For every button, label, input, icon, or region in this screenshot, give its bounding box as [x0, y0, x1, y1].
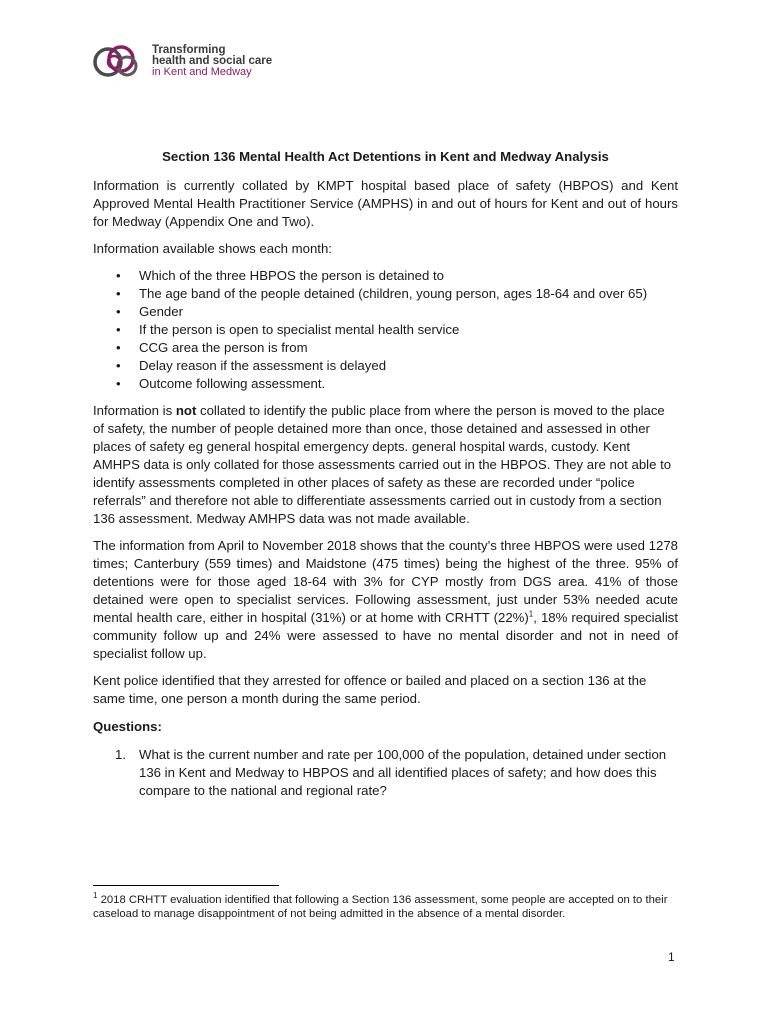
statistics-paragraph [93, 537, 678, 663]
bullet-item: • Outcome following assessment. [139, 375, 678, 393]
tangled-rings-logo-icon [92, 42, 146, 80]
bullet-item: • Which of the three HBPOS the person is detained to [139, 267, 678, 285]
para4-before: The information from April to November 2018 shows that the county’s three HBPOS were used 1278 times; Canterbury (559 times) and Maidstone (475 times) being the highest of the three. 95% of detentions were for those aged 18-64 with 3% for CYP mostly from DGS area. 41% of those detained were open to specialist services. Following assessment, just under 53% needed acute mental health care, either in hospital (31%) or at home with CRHTT (22%) [93, 538, 678, 625]
bullet-item: • Gender [139, 303, 678, 321]
question-text: What is the current number and rate per 100,000 of the population, detained under section 136 in Kent and Medway to HBPOS and all identified places of safety; and how does this compare to the national and regional rate? [139, 747, 667, 798]
header-logo [92, 42, 272, 80]
footnote-text: 2018 CRHTT evaluation identified that following a Section 136 assessment, some people are accepted on to their caseload to manage disappointment of not being admitted in the absence of a mental disorder. [93, 894, 668, 920]
logo-line-2: health and social care [152, 54, 273, 67]
police-paragraph: Kent police identified that they arrested for offence or bailed and placed on a section 136 at the same time, one person a month during the same period. [93, 673, 647, 706]
question-item [115, 746, 678, 800]
para3-bold: not [175, 403, 197, 418]
footnote-divider [93, 885, 279, 886]
footnote-ref[interactable]: 1 [528, 609, 534, 619]
page-number: 1 [668, 950, 675, 964]
bullet-item: • The age band of the people detained (children, young person, ages 18-64 and over 65) [139, 285, 678, 303]
bullet-item: • Delay reason if the assessment is delayed [139, 357, 678, 375]
info-available-paragraph: Information available shows each month: [93, 241, 332, 256]
question-number: 1. [115, 747, 126, 762]
bullet-item: • CCG area the person is from [139, 339, 678, 357]
footnote [93, 893, 678, 921]
questions-list [93, 746, 678, 800]
intro-paragraph: Information is currently collated by KMPT hospital based place of safety (HBPOS) and Kent Approved Mental Health Practitioner Service (AMPHS) in and out of hours for Kent and out of hours for Medway (Appendix One and Two). [93, 178, 678, 229]
document-title: Section 136 Mental Health Act Detentions in Kent and Medway Analysis [162, 149, 609, 164]
para3-after: collated to identify the public place from where the person is moved to the place of safety, the number of people detained more than once, those detained and assessed in other places of safety eg general hospital emergency depts. general hospital wards, custody. Kent AMHPS data is only collated for those assessments carried out in the HBPOS. They are not able to identify assessments completed in other places of safety as these are recorded under “police referrals” and therefore not able to differentiate assessments carried out in custody from a section 136 assessment. Medway AMHPS data was not made available. [93, 403, 672, 526]
info-bullet-list [93, 267, 678, 393]
logo-line-1: Transforming [152, 43, 226, 56]
document-body [93, 148, 678, 800]
bullet-item: • If the person is open to specialist mental health service [139, 321, 678, 339]
para3-before: Information is [93, 403, 176, 418]
logo-line-3: in Kent and Medway [152, 65, 252, 78]
footnote-marker: 1 [93, 891, 98, 901]
not-collated-paragraph [93, 402, 678, 528]
logo-text [152, 45, 272, 78]
questions-heading: Questions: [93, 719, 162, 734]
para4-after: , 18% required specialist community follow up and 24% were assessed to have no mental disorder and not in need of specialist follow up. [93, 610, 679, 661]
